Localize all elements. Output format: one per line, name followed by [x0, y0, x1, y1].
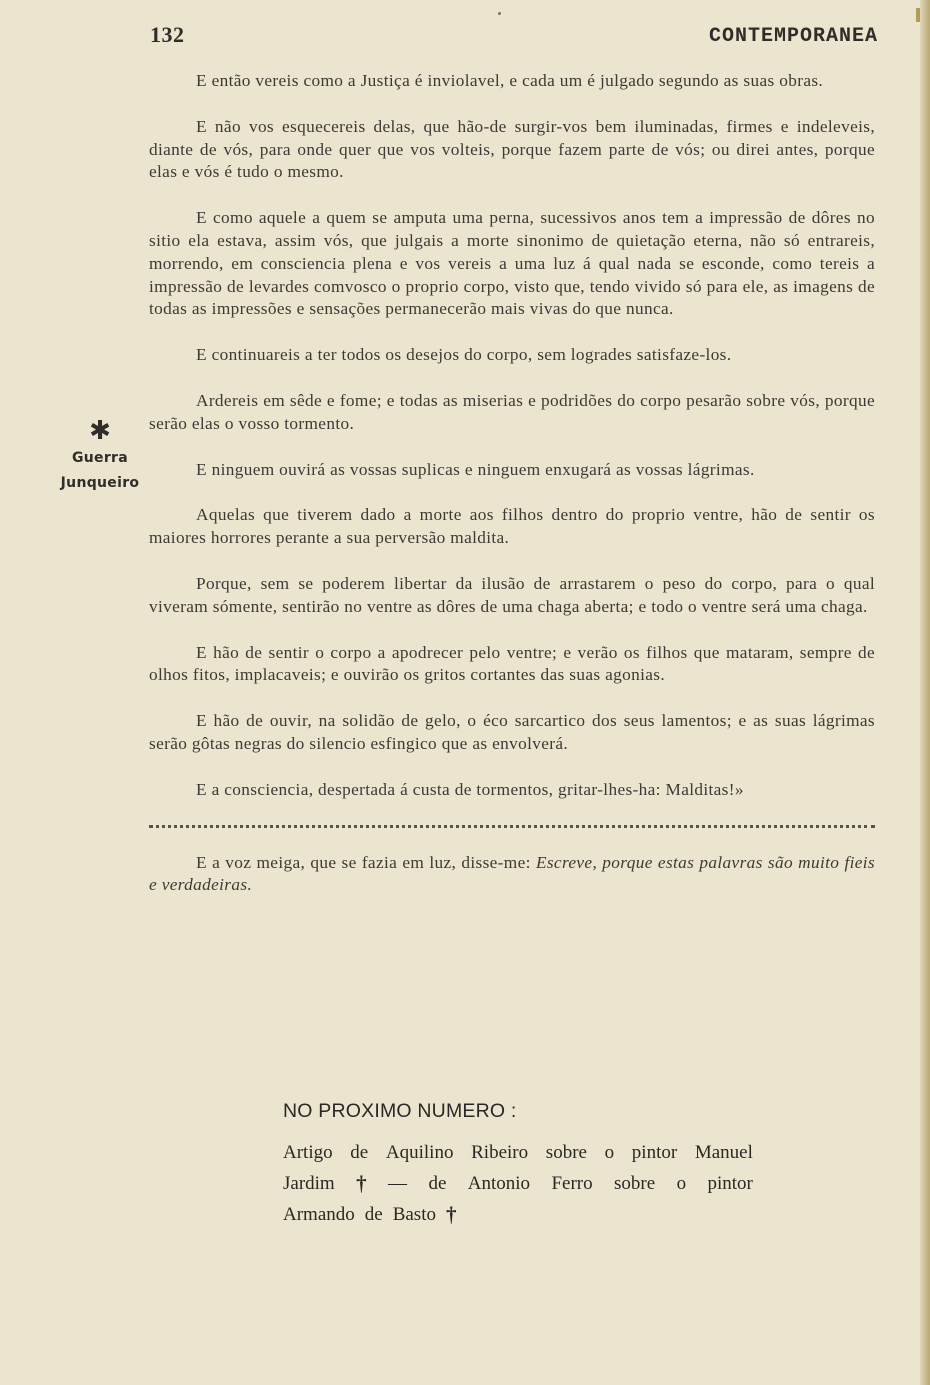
next-issue-word: Jardim: [283, 1173, 335, 1194]
next-issue-word: Artigo: [283, 1142, 333, 1163]
next-issue-line-2: [283, 1168, 753, 1199]
closing-paragraph-text: E a voz meiga, que se fazia em luz, disse-me:: [196, 852, 531, 872]
paragraph: E como aquele a quem se amputa uma perna, sucessivos anos tem a impressão de dôres no sitio ela estava, assim vós, que julgais a morte sinonimo de quietação eterna, não só entrareis, morrendo, em consciencia plena e vos vereis a uma luz á qual nada se esconde, como tereis a impressão de levardes comvosco o proprio corpo, visto que, tendo vivido só para ele, as imagens de todas as impressões e sensações permanecerão mais vivas do que nunca.: [149, 208, 875, 319]
next-issue-line-3: [283, 1199, 753, 1230]
next-issue-line-1: [283, 1137, 753, 1168]
margin-note-name-line-1: Guerra: [71, 450, 128, 466]
margin-note: [56, 418, 144, 496]
next-issue-word: Aquilino: [385, 1142, 454, 1163]
next-issue-word: pintor: [631, 1142, 678, 1163]
article-body: [149, 70, 875, 920]
next-issue-word: de: [428, 1173, 447, 1194]
next-issue-word: Ferro: [551, 1173, 593, 1194]
next-issue-word: sobre: [545, 1142, 587, 1163]
page-edge: [920, 0, 930, 1385]
dotted-separator: [149, 825, 875, 828]
paragraph: E hão de ouvir, na solidão de gelo, o éco sarcartico dos seus lamentos; e as suas lágrimas serão gôtas negras do silencio esfingico que as envolverá.: [149, 711, 875, 753]
next-issue-word: Armando: [283, 1204, 355, 1225]
dagger-icon: †: [356, 1171, 367, 1195]
next-issue-word: o: [676, 1173, 687, 1194]
next-issue-word: —: [388, 1173, 408, 1194]
margin-note-name-line-2: Junqueiro: [60, 475, 140, 491]
next-issue-word: Ribeiro: [471, 1142, 529, 1163]
next-issue-word: Basto: [392, 1204, 436, 1225]
closing-paragraph-italic: Escreve, porque estas palavras são muito fieis e verdadeiras.: [149, 852, 876, 895]
asterisk-ornament-icon: ✱: [89, 416, 111, 446]
page-corner-mark: [916, 8, 920, 22]
next-issue-heading: NO PROXIMO NUMERO :: [283, 1100, 517, 1122]
paragraph: E hão de sentir o corpo a apodrecer pelo ventre; e verão os filhos que mataram, sempre de olhos fitos, implacaveis; e ouvirão os gritos cortantes das suas agonias.: [149, 642, 875, 685]
closing-paragraph: [149, 852, 875, 898]
next-issue-word: pintor: [707, 1173, 753, 1194]
paragraph: E a consciencia, despertada á custa de tormentos, gritar-lhes-ha: Malditas!»: [196, 779, 744, 799]
page-number: 132: [150, 22, 185, 47]
header-ornament-dot: [498, 12, 501, 15]
paragraph: E então vereis como a Justiça é inviolavel, e cada um é julgado segundo as suas obras.: [196, 71, 824, 90]
next-issue-word: Antonio: [467, 1173, 531, 1194]
next-issue-word: sobre: [614, 1173, 656, 1194]
next-issue-notice: [283, 1100, 753, 1230]
next-issue-word: o: [604, 1142, 615, 1163]
running-title: CONTEMPORANEA: [708, 25, 878, 48]
paragraph: Aquelas que tiverem dado a morte aos filhos dentro do proprio ventre, hão de sentir os maiores horrores perante a sua perversão maldita.: [149, 505, 875, 548]
next-issue-word: de: [350, 1142, 369, 1163]
dagger-icon: †: [445, 1202, 457, 1226]
paragraph: E não vos esquecereis delas, que hão-de surgir-vos bem iluminadas, firmes e indeleveis, diante de vós, para onde quer que vos volteis, porque fazem parte de vós; ou direi antes, porque elas e vós é tudo o mesmo.: [149, 116, 875, 182]
paragraph: E continuareis a ter todos os desejos do corpo, sem logrades satisfaze-los.: [196, 345, 732, 365]
paragraph: Porque, sem se poderem libertar da ilusão de arrastarem o peso do corpo, para o qual viveram sómente, sentirão no ventre as dôres de uma chaga aberta; e todo o ventre será uma chaga.: [149, 573, 875, 616]
paragraph: E ninguem ouvirá as vossas suplicas e ninguem enxugará as vossas lágrimas.: [196, 459, 755, 479]
paragraph: Ardereis em sêde e fome; e todas as miserias e podridões do corpo pesarão sobre vós, porque serão elas o vosso tormento.: [149, 390, 875, 433]
next-issue-word: Manuel: [694, 1142, 753, 1163]
next-issue-word: de: [364, 1204, 383, 1225]
